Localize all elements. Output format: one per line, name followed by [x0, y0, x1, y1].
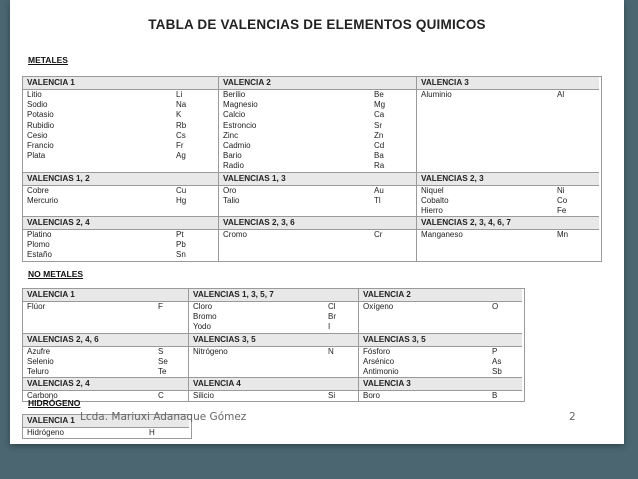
valence-cell — [23, 173, 219, 218]
section-title-no-metales: NO METALES — [28, 269, 84, 279]
element-symbol: Ni — [557, 185, 565, 195]
element-symbol: Ca — [374, 110, 385, 120]
author-footer: Lcda. Mariuxi Adanaque Gómez — [80, 411, 247, 423]
element-symbol: Na — [176, 100, 187, 110]
element-name: Plata — [27, 151, 46, 161]
valence-header: VALENCIAS 2, 4, 6 — [23, 334, 188, 347]
element-row — [223, 151, 412, 161]
element-name: Teluro — [27, 366, 49, 376]
element-symbol: Cl — [328, 302, 336, 311]
valence-cell — [189, 378, 359, 401]
element-row — [27, 302, 184, 312]
element-row — [27, 151, 214, 161]
valence-header: VALENCIA 1 — [23, 289, 188, 302]
element-symbol: Sb — [492, 366, 502, 376]
element-symbol: Au — [374, 185, 384, 195]
element-name: Potasio — [27, 110, 54, 120]
element-row — [27, 230, 214, 240]
element-symbol: Hg — [176, 195, 187, 205]
element-row — [223, 186, 412, 196]
element-name: Azufre — [27, 346, 51, 356]
element-name: Calcio — [223, 110, 246, 120]
element-row — [421, 230, 595, 240]
valence-header: VALENCIA 4 — [189, 378, 358, 391]
element-name: Oxígeno — [363, 302, 394, 311]
element-symbol: I — [328, 322, 331, 332]
element-row — [193, 312, 354, 322]
element-name: Litio — [27, 90, 42, 99]
element-row — [193, 347, 354, 357]
valence-cell — [23, 289, 189, 334]
valence-header: VALENCIAS 1, 3 — [219, 173, 416, 186]
element-symbol: Cr — [374, 230, 383, 240]
valence-cell — [23, 217, 219, 261]
element-row — [27, 196, 214, 206]
element-symbol: As — [492, 356, 502, 366]
element-symbol: N — [328, 346, 334, 356]
element-name: Cobalto — [421, 195, 449, 205]
element-row — [363, 367, 518, 377]
element-row — [223, 121, 412, 131]
element-row — [421, 90, 595, 100]
element-name: Estaño — [27, 250, 52, 260]
element-row — [363, 302, 518, 312]
valence-cell — [23, 334, 189, 379]
element-row — [27, 110, 214, 120]
element-symbol: Mg — [374, 100, 386, 110]
page-number: 2 — [569, 411, 576, 423]
element-symbol: Sn — [176, 250, 186, 260]
element-symbol: Be — [374, 90, 384, 99]
element-symbol: K — [176, 110, 182, 120]
element-symbol: C — [158, 391, 164, 401]
element-row — [193, 391, 354, 401]
element-name: Bromo — [193, 312, 217, 322]
element-row — [421, 186, 595, 196]
element-name: Mercurio — [27, 195, 59, 205]
element-row — [27, 186, 214, 196]
element-symbol: Fr — [176, 140, 184, 150]
element-name: Hierro — [421, 205, 443, 215]
valence-header: VALENCIAS 2, 3, 4, 6, 7 — [417, 217, 599, 230]
element-row — [27, 347, 184, 357]
valence-header: VALENCIA 3 — [359, 378, 522, 391]
element-name: Yodo — [193, 322, 211, 332]
element-name: Platino — [27, 230, 52, 240]
element-row — [27, 121, 214, 131]
element-name: Plomo — [27, 240, 50, 250]
element-symbol: Tl — [374, 195, 381, 205]
element-name: Arsénico — [363, 356, 395, 366]
element-symbol: O — [492, 302, 499, 311]
element-row — [27, 357, 184, 367]
element-row — [27, 367, 184, 377]
element-name: Rubidio — [27, 120, 55, 130]
element-symbol: Ba — [374, 151, 384, 161]
element-name: Magnesio — [223, 100, 258, 110]
element-row — [27, 131, 214, 141]
element-name: Fósforo — [363, 346, 391, 356]
element-row — [363, 347, 518, 357]
element-symbol: H — [149, 428, 155, 437]
element-symbol: S — [158, 346, 164, 356]
element-symbol: Fe — [557, 205, 567, 215]
element-symbol: Ag — [176, 151, 186, 161]
valence-cell — [23, 77, 219, 173]
valence-header: VALENCIAS 2, 3 — [417, 173, 599, 186]
element-name: Aluminio — [421, 90, 452, 99]
page-title: TABLA DE VALENCIAS DE ELEMENTOS QUIMICOS — [148, 17, 486, 32]
element-row — [223, 131, 412, 141]
valence-cell — [219, 173, 417, 218]
valence-cell — [359, 378, 522, 401]
valence-cell — [417, 217, 599, 261]
element-row — [27, 250, 214, 260]
element-name: Cadmio — [223, 140, 251, 150]
element-row — [223, 100, 412, 110]
element-symbol: Pt — [176, 230, 184, 240]
valence-header: VALENCIAS 3, 5 — [359, 334, 522, 347]
element-symbol: P — [492, 346, 498, 356]
valence-header: VALENCIAS 1, 2 — [23, 173, 218, 186]
valence-header: VALENCIA 2 — [219, 77, 416, 90]
element-symbol: Cd — [374, 140, 385, 150]
element-symbol: Al — [557, 90, 565, 99]
element-symbol: F — [158, 302, 163, 311]
element-row — [27, 428, 185, 438]
element-symbol: Li — [176, 90, 183, 99]
element-row — [363, 357, 518, 367]
element-row — [193, 322, 354, 332]
element-row — [27, 90, 214, 100]
valence-cell — [189, 289, 359, 334]
valence-header: VALENCIAS 2, 3, 6 — [219, 217, 416, 230]
valence-header: VALENCIA 2 — [359, 289, 522, 302]
element-symbol: Pb — [176, 240, 186, 250]
element-name: Cloro — [193, 302, 213, 311]
element-name: Radio — [223, 161, 244, 171]
element-symbol: Cs — [176, 130, 186, 140]
element-row — [363, 391, 518, 401]
element-name: Hidrógeno — [27, 428, 64, 437]
valence-cell — [359, 289, 522, 334]
valence-header: VALENCIA 3 — [417, 77, 599, 90]
valence-cell — [219, 77, 417, 173]
element-symbol: Si — [328, 391, 336, 401]
element-row — [223, 110, 412, 120]
element-name: Cesio — [27, 130, 48, 140]
element-name: Francio — [27, 140, 54, 150]
element-row — [223, 90, 412, 100]
valence-cell — [417, 77, 599, 173]
element-symbol: Br — [328, 312, 336, 322]
element-symbol: Ra — [374, 161, 385, 171]
no-metales-table — [22, 288, 525, 402]
element-name: Estroncio — [223, 120, 257, 130]
element-name: Manganeso — [421, 230, 463, 240]
element-name: Flúor — [27, 302, 46, 311]
element-name: Carbono — [27, 391, 58, 401]
element-row — [27, 240, 214, 250]
valence-cell — [189, 334, 359, 379]
element-name: Berilio — [223, 90, 246, 99]
valence-cell — [359, 334, 522, 379]
element-name: Nitrógeno — [193, 346, 228, 356]
element-row — [223, 230, 412, 240]
valence-header: VALENCIA 1 — [23, 77, 218, 90]
element-name: Zinc — [223, 130, 239, 140]
section-title-metales: METALES — [28, 55, 68, 65]
valence-header: VALENCIAS 2, 4 — [23, 217, 218, 230]
element-row — [27, 100, 214, 110]
valence-cell — [417, 173, 599, 218]
valence-header: VALENCIAS 3, 5 — [189, 334, 358, 347]
section-title-hidrogeno: HIDRÓGENO — [28, 398, 81, 408]
element-row — [421, 196, 595, 206]
element-name: Bario — [223, 151, 242, 161]
element-row — [223, 141, 412, 151]
element-name: Cromo — [223, 230, 248, 240]
element-row — [27, 141, 214, 151]
element-name: Oro — [223, 185, 237, 195]
element-symbol: Zn — [374, 130, 384, 140]
element-symbol: Mn — [557, 230, 569, 240]
element-name: Talio — [223, 195, 240, 205]
element-row — [193, 302, 354, 312]
valence-header: VALENCIAS 1, 3, 5, 7 — [189, 289, 358, 302]
metales-table — [22, 76, 602, 262]
element-symbol: Co — [557, 195, 568, 205]
element-name: Sodio — [27, 100, 48, 110]
element-name: Boro — [363, 391, 380, 401]
element-symbol: Sr — [374, 120, 382, 130]
element-name: Selenio — [27, 356, 54, 366]
element-row — [223, 161, 412, 171]
element-name: Silicio — [193, 391, 214, 401]
element-symbol: Se — [158, 356, 168, 366]
element-symbol: Cu — [176, 185, 187, 195]
element-row — [223, 196, 412, 206]
valence-cell — [219, 217, 417, 261]
element-name: Cobre — [27, 185, 49, 195]
element-name: Niquel — [421, 185, 444, 195]
element-symbol: Rb — [176, 120, 187, 130]
slide — [10, 0, 624, 444]
element-row — [421, 206, 595, 216]
element-symbol: Te — [158, 366, 167, 376]
valence-header: VALENCIAS 2, 4 — [23, 378, 188, 391]
valence-header: VALENCIA 1 — [23, 415, 189, 428]
element-name: Antimonio — [363, 366, 399, 376]
element-symbol: B — [492, 391, 498, 401]
